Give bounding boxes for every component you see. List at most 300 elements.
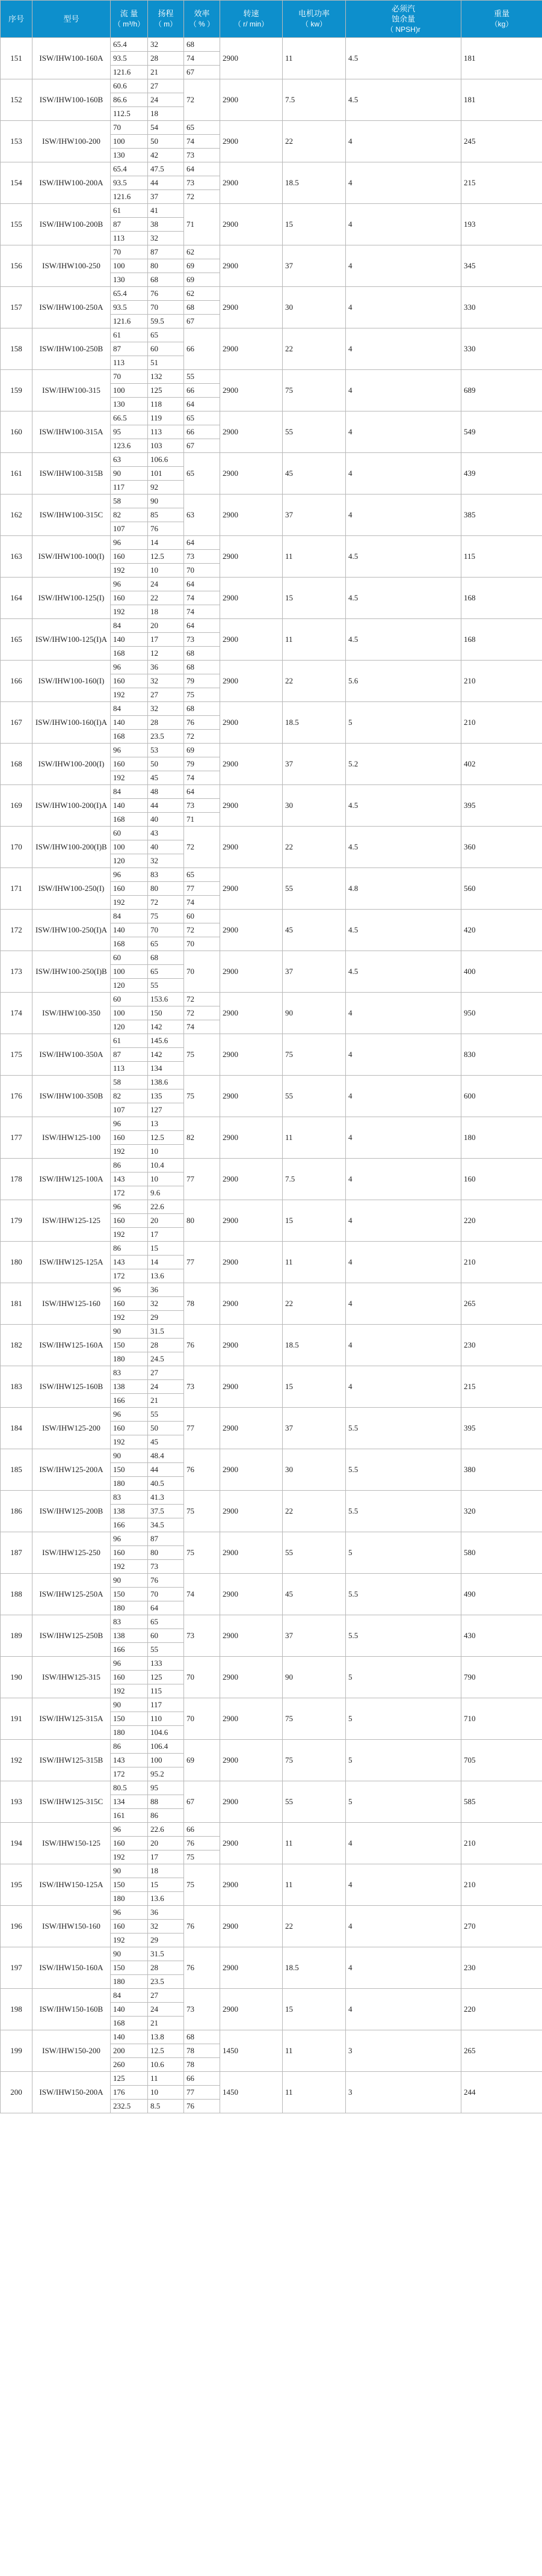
flow-value: 160 bbox=[111, 882, 148, 896]
efficiency-value: 64 bbox=[184, 536, 220, 550]
speed-value: 2900 bbox=[220, 1449, 283, 1491]
efficiency-value: 72 bbox=[184, 993, 220, 1006]
head-value: 90 bbox=[148, 495, 184, 508]
npsh-value: 4.5 bbox=[346, 910, 461, 951]
head-value: 106.6 bbox=[148, 453, 184, 467]
efficiency-value: 76 bbox=[184, 1947, 220, 1989]
flow-value: 84 bbox=[111, 785, 148, 799]
flow-value: 96 bbox=[111, 1117, 148, 1131]
efficiency-value: 77 bbox=[184, 1159, 220, 1200]
flow-value: 168 bbox=[111, 647, 148, 661]
head-value: 60 bbox=[148, 342, 184, 356]
npsh-value: 5.2 bbox=[346, 744, 461, 785]
power-value: 11 bbox=[283, 619, 346, 661]
model-name: ISW/IHW100-250A bbox=[32, 287, 111, 328]
power-value: 55 bbox=[283, 1532, 346, 1574]
flow-value: 90 bbox=[111, 1864, 148, 1878]
efficiency-value: 67 bbox=[184, 66, 220, 79]
flow-value: 61 bbox=[111, 1034, 148, 1048]
head-value: 21 bbox=[148, 66, 184, 79]
head-value: 13.6 bbox=[148, 1892, 184, 1906]
weight-value: 710 bbox=[461, 1698, 542, 1740]
flow-value: 96 bbox=[111, 661, 148, 674]
row-number: 170 bbox=[1, 827, 32, 868]
efficiency-value: 78 bbox=[184, 2044, 220, 2058]
power-value: 15 bbox=[283, 204, 346, 245]
power-value: 11 bbox=[283, 1823, 346, 1864]
speed-value: 2900 bbox=[220, 619, 283, 661]
power-value: 11 bbox=[283, 536, 346, 578]
head-value: 68 bbox=[148, 951, 184, 965]
row-number: 192 bbox=[1, 1740, 32, 1781]
power-value: 75 bbox=[283, 1740, 346, 1781]
flow-value: 86 bbox=[111, 1740, 148, 1754]
flow-value: 60 bbox=[111, 827, 148, 840]
speed-value: 2900 bbox=[220, 245, 283, 287]
flow-value: 140 bbox=[111, 2030, 148, 2044]
row-number: 178 bbox=[1, 1159, 32, 1200]
table-row bbox=[1, 1076, 542, 1089]
npsh-value: 4 bbox=[346, 411, 461, 453]
efficiency-value: 55 bbox=[184, 370, 220, 384]
row-number: 173 bbox=[1, 951, 32, 993]
speed-value: 2900 bbox=[220, 1159, 283, 1200]
flow-value: 192 bbox=[111, 1934, 148, 1947]
speed-value: 2900 bbox=[220, 411, 283, 453]
npsh-value: 5 bbox=[346, 702, 461, 744]
flow-value: 192 bbox=[111, 564, 148, 578]
power-value: 90 bbox=[283, 1657, 346, 1698]
flow-value: 192 bbox=[111, 1684, 148, 1698]
model-name: ISW/IHW100-315 bbox=[32, 370, 111, 411]
speed-value: 2900 bbox=[220, 1242, 283, 1283]
efficiency-value: 76 bbox=[184, 1325, 220, 1366]
npsh-value: 4.5 bbox=[346, 536, 461, 578]
weight-value: 181 bbox=[461, 79, 542, 121]
flow-value: 161 bbox=[111, 1809, 148, 1823]
speed-value: 2900 bbox=[220, 1947, 283, 1989]
weight-value: 115 bbox=[461, 536, 542, 578]
table-row bbox=[1, 1740, 542, 1754]
power-value: 22 bbox=[283, 121, 346, 162]
efficiency-value: 70 bbox=[184, 951, 220, 993]
speed-value: 2900 bbox=[220, 1781, 283, 1823]
model-name: ISW/IHW125-250 bbox=[32, 1532, 111, 1574]
model-name: ISW/IHW125-315C bbox=[32, 1781, 111, 1823]
efficiency-value: 66 bbox=[184, 425, 220, 439]
flow-value: 86 bbox=[111, 1242, 148, 1256]
power-value: 15 bbox=[283, 1989, 346, 2030]
head-value: 125 bbox=[148, 1671, 184, 1684]
table-row bbox=[1, 1823, 542, 1837]
speed-value: 2900 bbox=[220, 162, 283, 204]
col-header-efficiency: 效率 （ % ） bbox=[184, 1, 220, 38]
head-value: 103 bbox=[148, 439, 184, 453]
efficiency-value: 66 bbox=[184, 384, 220, 398]
table-row bbox=[1, 1366, 542, 1380]
flow-value: 93.5 bbox=[111, 301, 148, 315]
head-value: 32 bbox=[148, 674, 184, 688]
head-value: 142 bbox=[148, 1020, 184, 1034]
power-value: 75 bbox=[283, 1698, 346, 1740]
model-name: ISW/IHW125-100 bbox=[32, 1117, 111, 1159]
weight-value: 420 bbox=[461, 910, 542, 951]
flow-value: 160 bbox=[111, 1422, 148, 1435]
head-value: 15 bbox=[148, 1242, 184, 1256]
head-value: 12.5 bbox=[148, 2044, 184, 2058]
table-row bbox=[1, 1698, 542, 1712]
head-value: 51 bbox=[148, 356, 184, 370]
flow-value: 117 bbox=[111, 481, 148, 495]
head-value: 118 bbox=[148, 398, 184, 411]
model-name: ISW/IHW150-200A bbox=[32, 2072, 111, 2113]
weight-value: 265 bbox=[461, 1283, 542, 1325]
row-number: 158 bbox=[1, 328, 32, 370]
row-number: 174 bbox=[1, 993, 32, 1034]
efficiency-value: 74 bbox=[184, 1020, 220, 1034]
efficiency-value: 69 bbox=[184, 1740, 220, 1781]
speed-value: 2900 bbox=[220, 1864, 283, 1906]
model-name: ISW/IHW100-250(I)B bbox=[32, 951, 111, 993]
efficiency-value: 71 bbox=[184, 813, 220, 827]
npsh-value: 4 bbox=[346, 1159, 461, 1200]
weight-value: 245 bbox=[461, 121, 542, 162]
flow-value: 192 bbox=[111, 605, 148, 619]
table-row bbox=[1, 661, 542, 674]
npsh-value: 4.5 bbox=[346, 578, 461, 619]
head-value: 95 bbox=[148, 1781, 184, 1795]
flow-value: 96 bbox=[111, 868, 148, 882]
speed-value: 2900 bbox=[220, 702, 283, 744]
head-value: 110 bbox=[148, 1712, 184, 1726]
npsh-value: 4.5 bbox=[346, 951, 461, 993]
flow-value: 100 bbox=[111, 1006, 148, 1020]
flow-value: 160 bbox=[111, 1131, 148, 1145]
flow-value: 90 bbox=[111, 1325, 148, 1339]
efficiency-value: 62 bbox=[184, 245, 220, 259]
npsh-value: 4 bbox=[346, 287, 461, 328]
head-value: 55 bbox=[148, 979, 184, 993]
flow-value: 65.4 bbox=[111, 38, 148, 52]
efficiency-value: 68 bbox=[184, 661, 220, 674]
flow-value: 96 bbox=[111, 744, 148, 757]
model-name: ISW/IHW100-350B bbox=[32, 1076, 111, 1117]
speed-value: 2900 bbox=[220, 785, 283, 827]
weight-value: 580 bbox=[461, 1532, 542, 1574]
row-number: 183 bbox=[1, 1366, 32, 1408]
head-value: 12.5 bbox=[148, 550, 184, 564]
model-name: ISW/IHW150-160A bbox=[32, 1947, 111, 1989]
flow-value: 84 bbox=[111, 702, 148, 716]
flow-value: 160 bbox=[111, 591, 148, 605]
row-number: 197 bbox=[1, 1947, 32, 1989]
flow-value: 150 bbox=[111, 1339, 148, 1352]
table-row bbox=[1, 868, 542, 882]
table-body bbox=[1, 38, 542, 2113]
head-value: 24.5 bbox=[148, 1352, 184, 1366]
flow-value: 260 bbox=[111, 2058, 148, 2072]
col-header-no: 序号 bbox=[1, 1, 32, 38]
row-number: 190 bbox=[1, 1657, 32, 1698]
col-header-head: 扬程 （ m） bbox=[148, 1, 184, 38]
flow-value: 80.5 bbox=[111, 1781, 148, 1795]
efficiency-value: 70 bbox=[184, 1657, 220, 1698]
model-name: ISW/IHW125-250B bbox=[32, 1615, 111, 1657]
row-number: 188 bbox=[1, 1574, 32, 1615]
head-value: 18 bbox=[148, 605, 184, 619]
weight-value: 330 bbox=[461, 328, 542, 370]
head-value: 153.6 bbox=[148, 993, 184, 1006]
head-value: 48 bbox=[148, 785, 184, 799]
flow-value: 150 bbox=[111, 1712, 148, 1726]
flow-value: 95 bbox=[111, 425, 148, 439]
model-name: ISW/IHW125-160B bbox=[32, 1366, 111, 1408]
npsh-value: 4 bbox=[346, 1200, 461, 1242]
model-name: ISW/IHW100-350A bbox=[32, 1034, 111, 1076]
col-header-speed: 转速 （ r/ min） bbox=[220, 1, 283, 38]
efficiency-value: 65 bbox=[184, 453, 220, 495]
col-header-model: 型号 bbox=[32, 1, 111, 38]
npsh-value: 4 bbox=[346, 1325, 461, 1366]
speed-value: 2900 bbox=[220, 1698, 283, 1740]
flow-value: 90 bbox=[111, 1947, 148, 1961]
speed-value: 2900 bbox=[220, 1283, 283, 1325]
speed-value: 2900 bbox=[220, 453, 283, 495]
npsh-value: 3 bbox=[346, 2072, 461, 2113]
flow-value: 96 bbox=[111, 1657, 148, 1671]
efficiency-value: 72 bbox=[184, 827, 220, 868]
flow-value: 58 bbox=[111, 1076, 148, 1089]
weight-value: 790 bbox=[461, 1657, 542, 1698]
row-number: 162 bbox=[1, 495, 32, 536]
efficiency-value: 72 bbox=[184, 79, 220, 121]
row-number: 194 bbox=[1, 1823, 32, 1864]
efficiency-value: 72 bbox=[184, 1006, 220, 1020]
flow-value: 130 bbox=[111, 398, 148, 411]
table-row bbox=[1, 162, 542, 176]
power-value: 55 bbox=[283, 411, 346, 453]
head-value: 10.4 bbox=[148, 1159, 184, 1172]
power-value: 45 bbox=[283, 1574, 346, 1615]
speed-value: 2900 bbox=[220, 1325, 283, 1366]
table-row bbox=[1, 1947, 542, 1961]
flow-value: 143 bbox=[111, 1754, 148, 1767]
efficiency-value: 76 bbox=[184, 1837, 220, 1850]
table-row bbox=[1, 2030, 542, 2044]
power-value: 30 bbox=[283, 1449, 346, 1491]
weight-value: 395 bbox=[461, 785, 542, 827]
speed-value: 2900 bbox=[220, 1076, 283, 1117]
table-row bbox=[1, 1491, 542, 1505]
table-row bbox=[1, 910, 542, 923]
flow-value: 65.4 bbox=[111, 287, 148, 301]
speed-value: 2900 bbox=[220, 1615, 283, 1657]
table-row bbox=[1, 1117, 542, 1131]
head-value: 9.6 bbox=[148, 1186, 184, 1200]
speed-value: 2900 bbox=[220, 121, 283, 162]
head-value: 34.5 bbox=[148, 1518, 184, 1532]
table-row bbox=[1, 245, 542, 259]
efficiency-value: 76 bbox=[184, 716, 220, 730]
flow-value: 90 bbox=[111, 467, 148, 481]
weight-value: 400 bbox=[461, 951, 542, 993]
power-value: 45 bbox=[283, 453, 346, 495]
table-row bbox=[1, 1781, 542, 1795]
row-number: 169 bbox=[1, 785, 32, 827]
head-value: 53 bbox=[148, 744, 184, 757]
head-value: 44 bbox=[148, 1463, 184, 1477]
power-value: 37 bbox=[283, 744, 346, 785]
efficiency-value: 68 bbox=[184, 647, 220, 661]
row-number: 181 bbox=[1, 1283, 32, 1325]
flow-value: 66.5 bbox=[111, 411, 148, 425]
efficiency-value: 66 bbox=[184, 1823, 220, 1837]
model-name: ISW/IHW125-200 bbox=[32, 1408, 111, 1449]
flow-value: 112.5 bbox=[111, 107, 148, 121]
model-name: ISW/IHW100-315C bbox=[32, 495, 111, 536]
flow-value: 192 bbox=[111, 1560, 148, 1574]
flow-value: 61 bbox=[111, 328, 148, 342]
power-value: 18.5 bbox=[283, 1947, 346, 1989]
model-name: ISW/IHW100-200A bbox=[32, 162, 111, 204]
model-name: ISW/IHW150-200 bbox=[32, 2030, 111, 2072]
npsh-value: 4 bbox=[346, 121, 461, 162]
speed-value: 2900 bbox=[220, 661, 283, 702]
head-value: 29 bbox=[148, 1311, 184, 1325]
row-number: 160 bbox=[1, 411, 32, 453]
table-row bbox=[1, 619, 542, 633]
power-value: 18.5 bbox=[283, 162, 346, 204]
head-value: 101 bbox=[148, 467, 184, 481]
flow-value: 138 bbox=[111, 1505, 148, 1518]
flow-value: 107 bbox=[111, 1103, 148, 1117]
head-value: 20 bbox=[148, 619, 184, 633]
npsh-value: 5.5 bbox=[346, 1615, 461, 1657]
model-name: ISW/IHW100-250(I) bbox=[32, 868, 111, 910]
efficiency-value: 75 bbox=[184, 1076, 220, 1117]
power-value: 37 bbox=[283, 495, 346, 536]
flow-value: 140 bbox=[111, 923, 148, 937]
efficiency-value: 68 bbox=[184, 2030, 220, 2044]
efficiency-value: 69 bbox=[184, 259, 220, 273]
table-row bbox=[1, 287, 542, 301]
flow-value: 192 bbox=[111, 1145, 148, 1159]
efficiency-value: 66 bbox=[184, 328, 220, 370]
head-value: 17 bbox=[148, 633, 184, 647]
flow-value: 166 bbox=[111, 1643, 148, 1657]
efficiency-value: 75 bbox=[184, 1864, 220, 1906]
head-value: 92 bbox=[148, 481, 184, 495]
flow-value: 60 bbox=[111, 993, 148, 1006]
table-row bbox=[1, 411, 542, 425]
flow-value: 60.6 bbox=[111, 79, 148, 93]
row-number: 153 bbox=[1, 121, 32, 162]
head-value: 10 bbox=[148, 1145, 184, 1159]
efficiency-value: 74 bbox=[184, 135, 220, 149]
flow-value: 100 bbox=[111, 384, 148, 398]
model-name: ISW/IHW100-125(I)A bbox=[32, 619, 111, 661]
power-value: 22 bbox=[283, 661, 346, 702]
head-value: 27 bbox=[148, 1366, 184, 1380]
row-number: 198 bbox=[1, 1989, 32, 2030]
efficiency-value: 64 bbox=[184, 619, 220, 633]
head-value: 75 bbox=[148, 910, 184, 923]
efficiency-value: 73 bbox=[184, 550, 220, 564]
flow-value: 86.6 bbox=[111, 93, 148, 107]
flow-value: 168 bbox=[111, 937, 148, 951]
table-header-row bbox=[1, 1, 542, 38]
npsh-value: 4 bbox=[346, 1947, 461, 1989]
efficiency-value: 62 bbox=[184, 287, 220, 301]
npsh-value: 4 bbox=[346, 1242, 461, 1283]
model-name: ISW/IHW100-315A bbox=[32, 411, 111, 453]
head-value: 55 bbox=[148, 1643, 184, 1657]
weight-value: 215 bbox=[461, 1366, 542, 1408]
flow-value: 160 bbox=[111, 757, 148, 771]
head-value: 37 bbox=[148, 190, 184, 204]
row-number: 163 bbox=[1, 536, 32, 578]
model-name: ISW/IHW150-125 bbox=[32, 1823, 111, 1864]
flow-value: 150 bbox=[111, 1878, 148, 1892]
head-value: 22 bbox=[148, 591, 184, 605]
npsh-value: 4.5 bbox=[346, 38, 461, 79]
row-number: 165 bbox=[1, 619, 32, 661]
head-value: 32 bbox=[148, 1297, 184, 1311]
flow-value: 180 bbox=[111, 1975, 148, 1989]
npsh-value: 4 bbox=[346, 1117, 461, 1159]
flow-value: 70 bbox=[111, 245, 148, 259]
model-name: ISW/IHW100-200(I) bbox=[32, 744, 111, 785]
head-value: 10.6 bbox=[148, 2058, 184, 2072]
speed-value: 2900 bbox=[220, 536, 283, 578]
head-value: 37.5 bbox=[148, 1505, 184, 1518]
npsh-value: 4 bbox=[346, 204, 461, 245]
flow-value: 192 bbox=[111, 1311, 148, 1325]
row-number: 184 bbox=[1, 1408, 32, 1449]
row-number: 151 bbox=[1, 38, 32, 79]
flow-value: 87 bbox=[111, 218, 148, 232]
table-row bbox=[1, 578, 542, 591]
flow-value: 140 bbox=[111, 2003, 148, 2017]
flow-value: 160 bbox=[111, 550, 148, 564]
speed-value: 2900 bbox=[220, 328, 283, 370]
npsh-value: 4 bbox=[346, 1864, 461, 1906]
flow-value: 90 bbox=[111, 1574, 148, 1588]
efficiency-value: 64 bbox=[184, 398, 220, 411]
speed-value: 2900 bbox=[220, 1200, 283, 1242]
power-value: 11 bbox=[283, 2030, 346, 2072]
weight-value: 220 bbox=[461, 1200, 542, 1242]
flow-value: 180 bbox=[111, 1726, 148, 1740]
col-header-weight: 重量 （kg） bbox=[461, 1, 542, 38]
flow-value: 172 bbox=[111, 1767, 148, 1781]
model-name: ISW/IHW125-160 bbox=[32, 1283, 111, 1325]
flow-value: 140 bbox=[111, 799, 148, 813]
head-value: 31.5 bbox=[148, 1325, 184, 1339]
power-value: 15 bbox=[283, 578, 346, 619]
head-value: 32 bbox=[148, 702, 184, 716]
efficiency-value: 76 bbox=[184, 2100, 220, 2113]
weight-value: 360 bbox=[461, 827, 542, 868]
flow-value: 192 bbox=[111, 688, 148, 702]
head-value: 76 bbox=[148, 287, 184, 301]
head-value: 23.5 bbox=[148, 1975, 184, 1989]
npsh-value: 4.8 bbox=[346, 868, 461, 910]
head-value: 127 bbox=[148, 1103, 184, 1117]
power-value: 55 bbox=[283, 1076, 346, 1117]
head-value: 40 bbox=[148, 813, 184, 827]
speed-value: 2900 bbox=[220, 1574, 283, 1615]
